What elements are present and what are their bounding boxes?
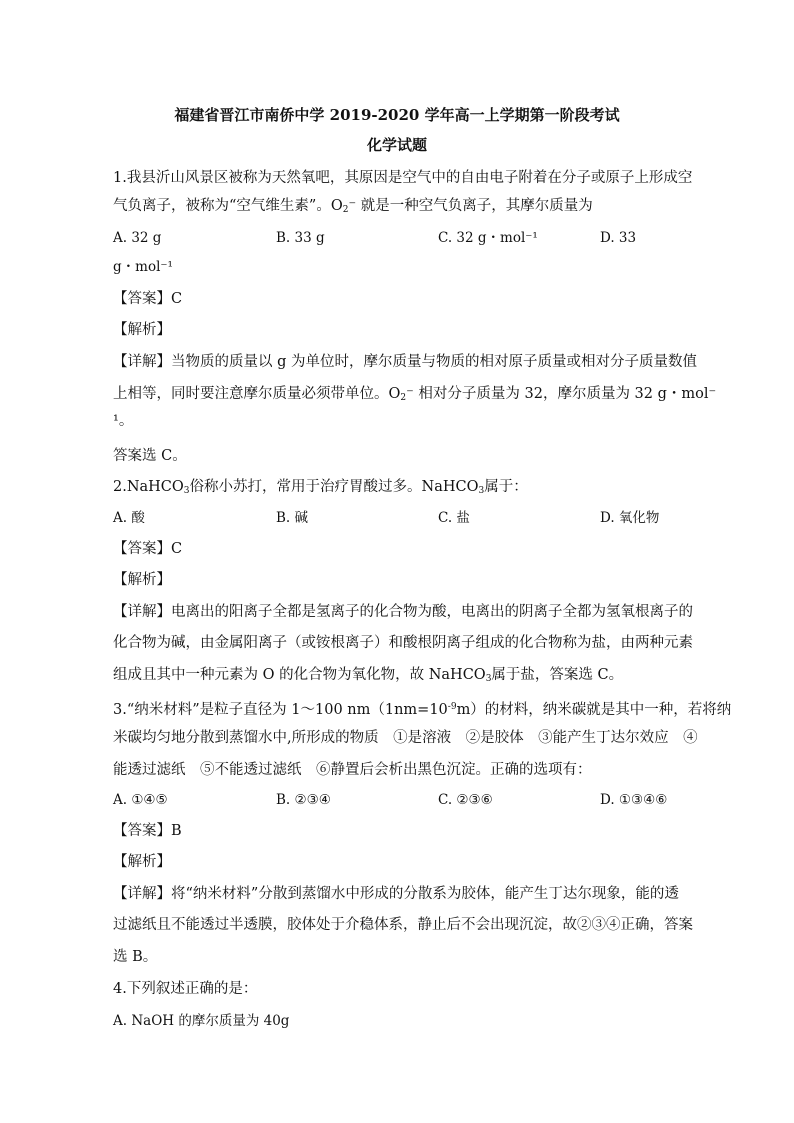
q3-detail-line1: 【详解】将“纳米材料”分散到蒸馏水中形成的分散系为胶体，能产生丁达尔现象，能的透 — [113, 886, 679, 902]
q3-analysis: 【解析】 — [113, 854, 171, 870]
q1-detail-line3: ¹。 — [113, 413, 134, 429]
q3-option-b: B. ②③④ — [276, 792, 331, 808]
q2-detail-line3: 组成且其中一种元素为 O 的化合物为氧化物，故 NaHCO$_3$属于盐，答案选 C。 — [113, 667, 624, 684]
q3-stem-line2: 米碳均匀地分散到蒸馏水中,所形成的物质 ①是溶液 ②是胶体 ③能产生丁达尔效应 ④ — [113, 730, 698, 746]
q3-stem-line3: 能透过滤纸 ⑤不能透过滤纸 ⑥静置后会析出黑色沉淀。正确的选项有： — [113, 762, 592, 778]
q1-analysis: 【解析】 — [113, 322, 171, 338]
q4-option-a: A. NaOH 的摩尔质量为 40g — [113, 1013, 290, 1029]
q1-detail-line1: 【详解】当物质的质量以 g 为单位时，摩尔质量与物质的相对原子质量或相对分子质量数值 — [113, 354, 697, 370]
q1-option-b: B. 33 g — [276, 230, 325, 246]
q1-option-d: D. 33 — [600, 230, 637, 246]
q1-answer: 【答案】C — [113, 291, 183, 307]
q3-answer: 【答案】B — [113, 823, 182, 839]
q3-option-d: D. ①③④⑥ — [600, 792, 668, 808]
q1-conclusion: 答案选 C。 — [113, 448, 187, 464]
q2-answer: 【答案】C — [113, 541, 183, 557]
q3-stem-line1: 3.“纳米材料”是粒子直径为 1～100 $nm(1nm=10^{-9}m)$的材料，纳米碳就是其中一种，若将纳 — [113, 702, 732, 718]
q3-detail-line3: 选 B。 — [113, 949, 158, 965]
q1-stem-line2: 气负离子，被称为“空气维生素”。$O_2^-$ 就是一种空气负离子，其摩尔质量为 — [113, 198, 593, 215]
q3-option-a: A. ①④⑤ — [113, 792, 168, 808]
q1-option-a: A. 32 g — [113, 230, 162, 246]
q2-option-c: C. 盐 — [438, 510, 470, 526]
q2-stem: 2.NaHCO$_3$俗称小苏打，常用于治疗胃酸过多。NaHCO$_3$属于： — [113, 479, 528, 496]
q3-option-c: C. ②③⑥ — [438, 792, 493, 808]
q2-option-a: A. 酸 — [113, 510, 145, 526]
q1-option-d-cont: g・mol⁻¹ — [113, 259, 173, 275]
exam-subtitle: 化学试题 — [366, 136, 427, 154]
exam-title: 福建省晋江市南侨中学 2019-2020 学年高一上学期第一阶段考试 — [174, 106, 620, 124]
q2-option-b: B. 碱 — [276, 510, 309, 526]
q2-detail-line1: 【详解】电离出的阳离子全都是氢离子的化合物为酸，电离出的阴离子全都为氢氧根离子的 — [113, 604, 693, 620]
q3-detail-line2: 过滤纸且不能透过半透膜，胶体处于介稳体系，静止后不会出现沉淀，故②③④正确，答案 — [113, 917, 693, 933]
q4-stem: 4.下列叙述正确的是： — [113, 981, 258, 997]
q1-stem-line1: 1.我县沂山风景区被称为天然氧吧，其原因是空气中的自由电子附着在分子或原子上形成空 — [113, 170, 693, 186]
q2-option-d: D. 氧化物 — [600, 510, 660, 526]
q1-detail-line2: 上相等，同时要注意摩尔质量必须带单位。$O_2^-$ 相对分子质量为 32，摩尔质量为 32 g・mol⁻ — [113, 386, 717, 403]
q2-analysis: 【解析】 — [113, 572, 171, 588]
q1-option-c: C. 32 g・mol⁻¹ — [438, 230, 538, 246]
q2-detail-line2: 化合物为碱，由金属阳离子（或铵根离子）和酸根阴离子组成的化合物称为盐，由两种元素 — [113, 635, 693, 651]
